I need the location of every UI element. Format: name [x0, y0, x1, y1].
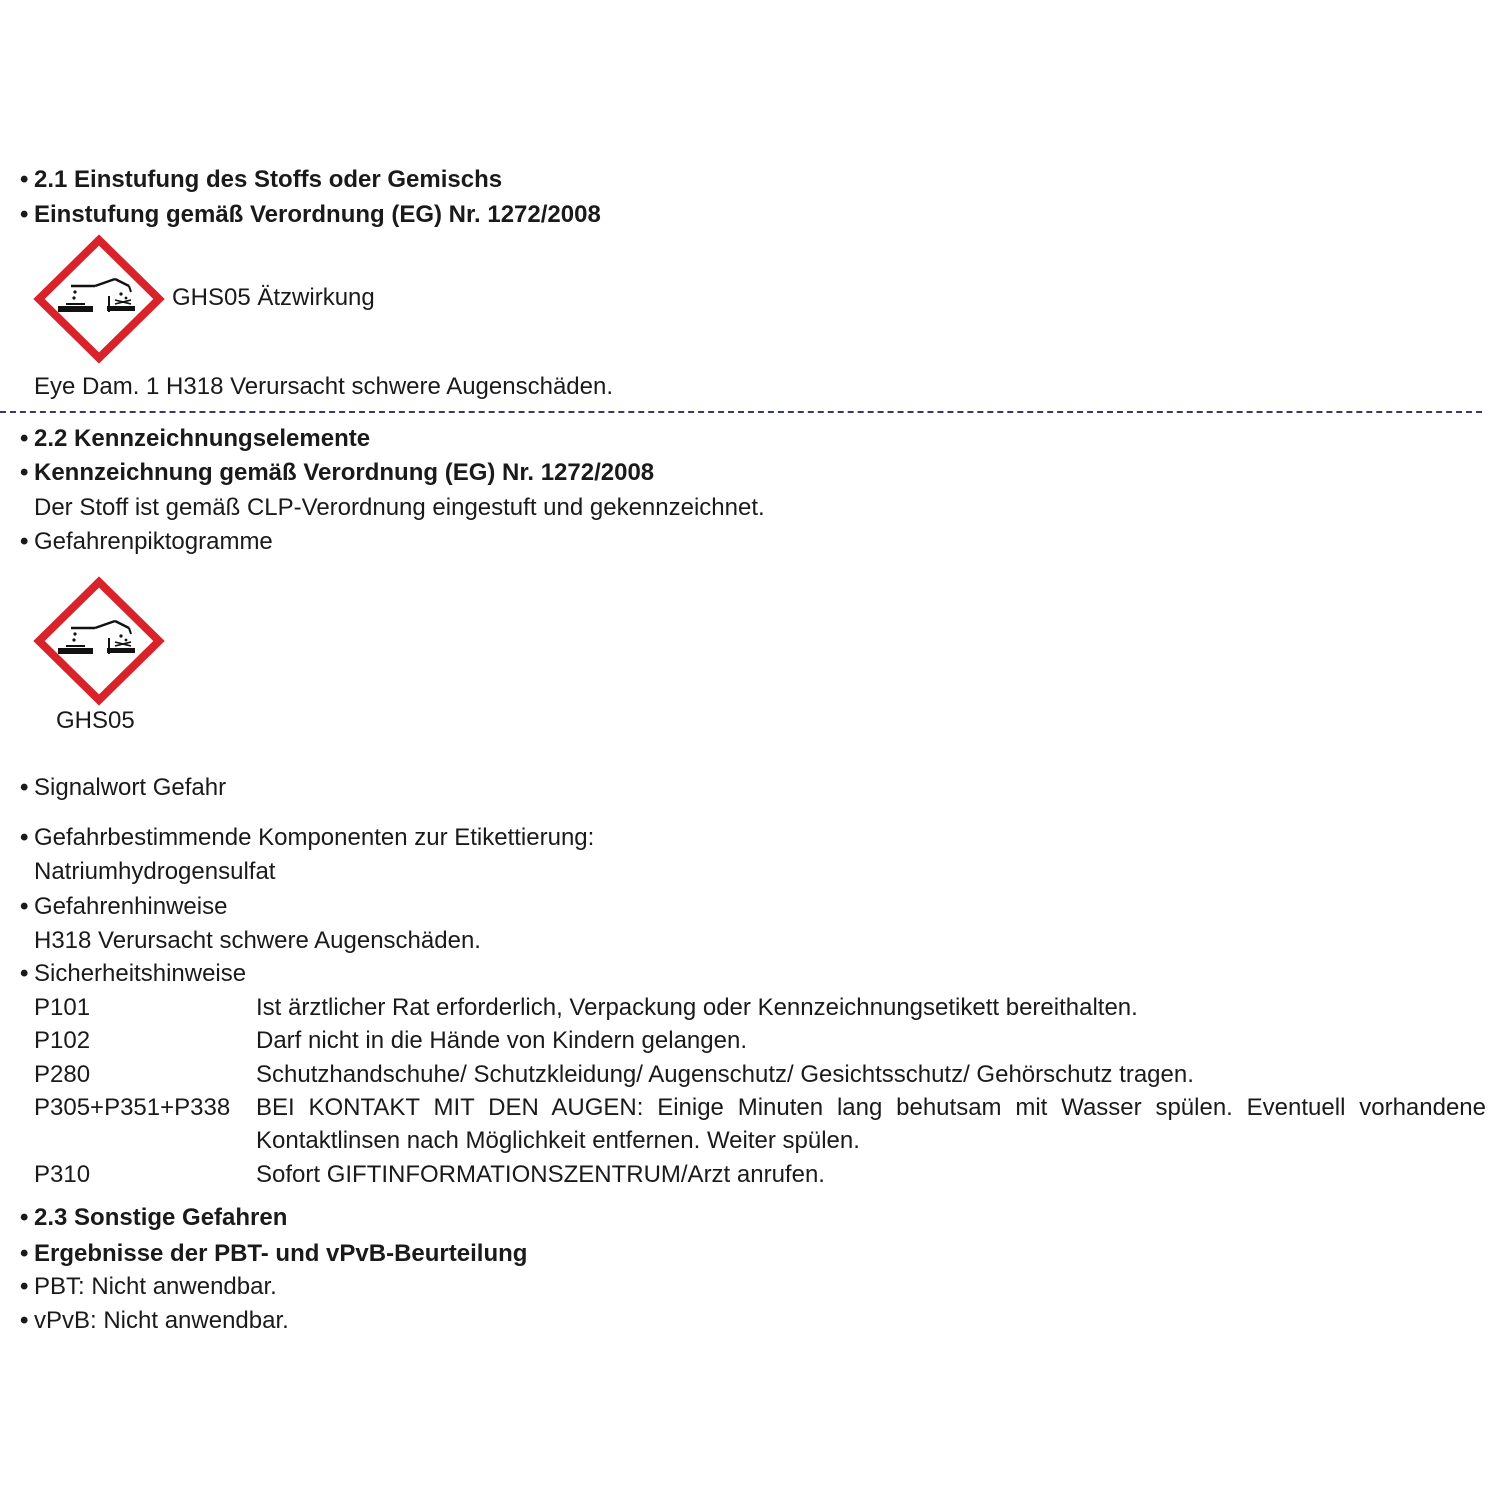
precaution-label: • Sicherheitshinweise	[20, 960, 247, 987]
section-2-3-subheading: • Ergebnisse der PBT- und vPvB-Beurteilung	[20, 1240, 528, 1267]
clp-statement: Der Stoff ist gemäß CLP-Verordnung eingestuft und gekennzeichnet.	[34, 494, 765, 521]
precaution-code: P280	[34, 1061, 91, 1088]
components-value: Natriumhydrogensulfat	[34, 858, 276, 885]
precaution-code: P305+P351+P338	[34, 1094, 231, 1121]
classification-text: Eye Dam. 1 H318 Verursacht schwere Augenschäden.	[34, 373, 613, 400]
hazard-value: H318 Verursacht schwere Augenschäden.	[34, 927, 481, 954]
pictograms-label: • Gefahrenpiktogramme	[20, 528, 273, 555]
precaution-text: Sofort GIFTINFORMATIONSZENTRUM/Arzt anrufen.	[256, 1161, 825, 1188]
section-2-3-heading: • 2.3 Sonstige Gefahren	[20, 1204, 288, 1231]
section-divider	[0, 411, 1482, 413]
precaution-text: Schutzhandschuhe/ Schutzkleidung/ Augenschutz/ Gesichtsschutz/ Gehörschutz tragen.	[256, 1061, 1194, 1088]
pictogram-caption: GHS05	[56, 707, 135, 734]
ghs05-corrosion-icon	[33, 234, 165, 364]
pictogram-label: GHS05 Ätzwirkung	[172, 284, 375, 311]
section-2-1-subheading: • Einstufung gemäß Verordnung (EG) Nr. 1272/2008	[20, 201, 601, 228]
precaution-code: P101	[34, 994, 91, 1021]
hazard-label: • Gefahrenhinweise	[20, 893, 228, 920]
precaution-text: Darf nicht in die Hände von Kindern gelangen.	[256, 1027, 747, 1054]
components-label: • Gefahrbestimmende Komponenten zur Etikettierung:	[20, 824, 595, 851]
ghs05-corrosion-icon	[33, 576, 165, 706]
pbt-result: • PBT: Nicht anwendbar.	[20, 1273, 277, 1300]
section-2-1-heading: • 2.1 Einstufung des Stoffs oder Gemischs	[20, 166, 503, 193]
section-2-2-subheading: • Kennzeichnung gemäß Verordnung (EG) Nr. 1272/2008	[20, 459, 655, 486]
precaution-text: Ist ärztlicher Rat erforderlich, Verpackung oder Kennzeichnungsetikett bereithalten.	[256, 994, 1138, 1021]
precaution-code: P310	[34, 1161, 91, 1188]
precaution-code: P102	[34, 1027, 91, 1054]
signal-word: • Signalwort Gefahr	[20, 774, 227, 801]
precaution-text: BEI KONTAKT MIT DEN AUGEN: Einige Minuten lang behutsam mit Wasser spülen. Eventuell vorhandene Kontaktlinsen nach Möglichkeit entfernen. Weiter spülen.	[256, 1094, 1486, 1154]
section-2-2-heading: • 2.2 Kennzeichnungselemente	[20, 425, 371, 452]
vpvb-result: • vPvB: Nicht anwendbar.	[20, 1307, 289, 1334]
